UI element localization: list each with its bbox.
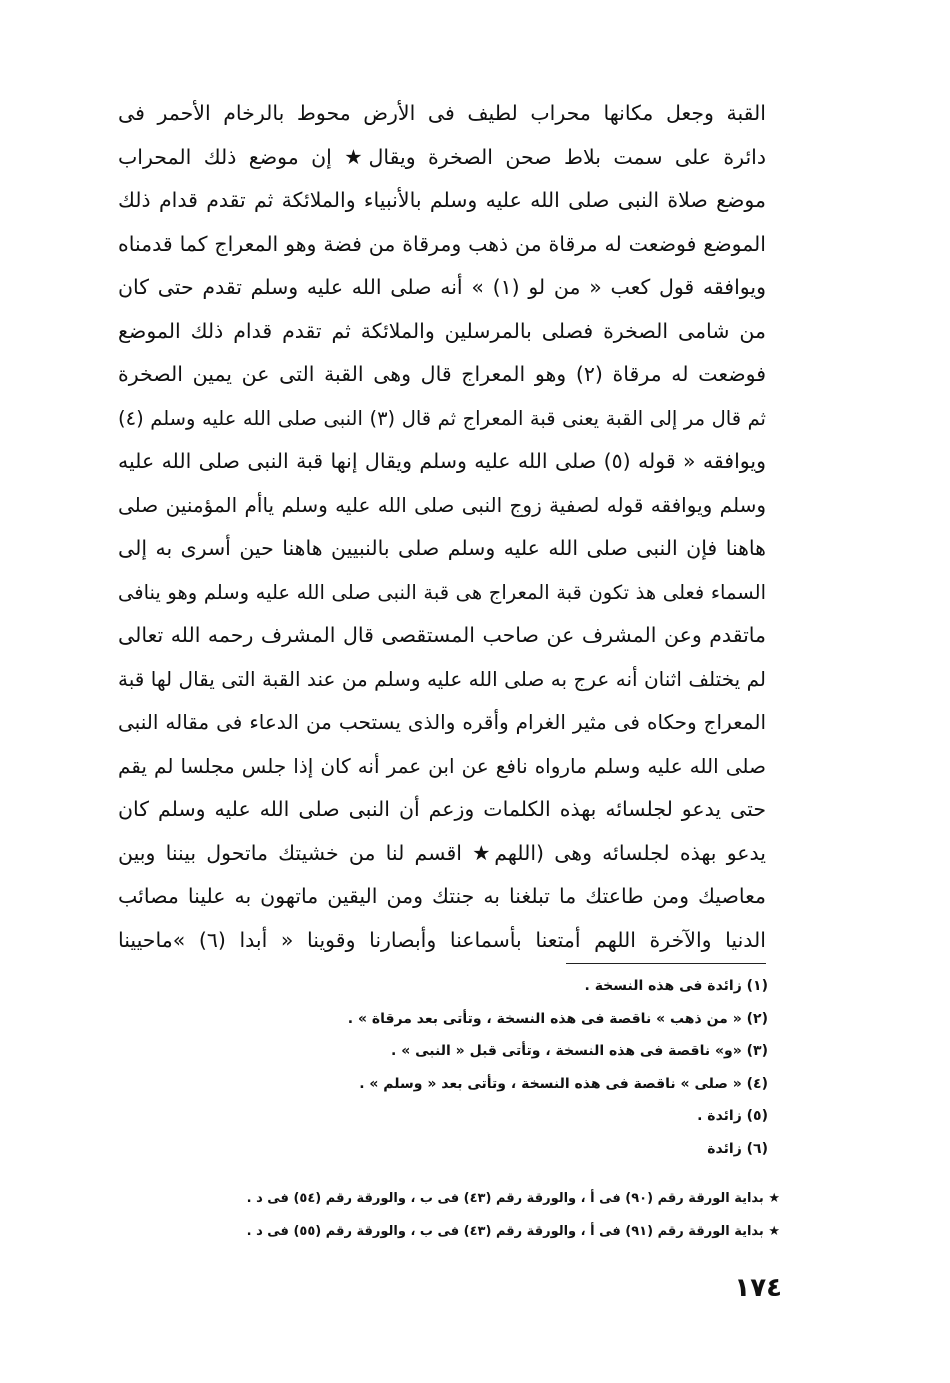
footnotes xyxy=(120,970,768,1165)
sheet-note: ★ بداية الورقة رقم (٩١) فى أ ، والورقة رقم (٤٣) فى ب ، والورقة رقم (٥٥) فى د . xyxy=(246,1224,780,1239)
text-line: ويوافقه قول كعب « من لو (١) » أنه صلى الله عليه وسلم تقدم حتى كان xyxy=(118,275,766,299)
footnote: (٥) زائدة . xyxy=(697,1108,768,1124)
text-line: القبة وجعل مكانها محراب لطيف فى الأرض محوط بالرخام الأحمر فى xyxy=(118,101,766,125)
text-line: وسلم ويوافقه قوله لصفية زوج النبى صلى الله عليه وسلم ياأم المؤمنين صلى xyxy=(118,492,766,517)
text-line: دائرة على سمت بلاط صحن الصخرة ويقال★ إن موضع ذلك المحراب xyxy=(118,144,766,169)
text-line: الموضع فوضعت له مرقاة من ذهب ومرقاة من فضة وهو المعراج كما قدمناه xyxy=(118,231,766,256)
main-text-block xyxy=(118,92,766,962)
text-line: فوضعت له مرقاة (٢) وهو المعراج قال وهى القبة التى عن يمين الصخرة xyxy=(118,362,766,386)
page-number: ١٧٤ xyxy=(734,1273,782,1303)
text-line: الدنيا والآخرة اللهم أمتعنا بأسماعنا وأبصارنا وقوينا « أبدا (٦) »ماحيينا xyxy=(118,927,766,952)
text-line: لم يختلف اثنان أنه عرج به صلى الله عليه وسلم من عند القبة التى يقال لها قبة xyxy=(118,666,766,691)
text-line: ويوافقه « قوله (٥) صلى الله عليه وسلم ويقال إنها قبة النبى صلى الله عليه xyxy=(118,449,766,473)
text-line: صلى الله عليه وسلم مارواه نافع عن ابن عمر أنه كان إذا جلس مجلسا لم يقم xyxy=(118,753,766,778)
text-line: المعراج وحكاه فى مثير الغرام وأقره والذى يستحب من الدعاء فى مقاله النبى xyxy=(118,710,766,734)
footnote: (٢) « من ذهب » ناقصة فى هذه النسخة ، وتأتى بعد مرقاة » . xyxy=(347,1010,768,1027)
text-line: حتى يدعو لجلسائه بهذه الكلمات وزعم أن النبى صلى الله عليه وسلم كان xyxy=(118,797,766,821)
text-line: موضع صلاة النبى صلى الله عليه وسلم بالأنبياء والملائكة ثم تقدم قدام ذلك xyxy=(118,188,766,212)
footnote-separator xyxy=(566,963,766,964)
footnote: (٦) زائدة xyxy=(707,1140,768,1157)
footnote: (٣) «و» ناقصة فى هذه النسخة ، وتأتى قبل « النبى » . xyxy=(391,1043,768,1059)
text-line: من شامى الصخرة فصلى بالمرسلين والملائكة ثم تقدم قدام ذلك الموضع xyxy=(118,318,766,343)
text-line: السماء فعلى هذ تكون قبة المعراج هى قبة النبى صلى الله عليه وسلم وهو ينافى xyxy=(118,580,766,604)
text-line: هاهنا فإن النبى صلى الله عليه وسلم صلى بالنبيين هاهنا حين أسرى به إلى xyxy=(118,536,766,560)
sheet-note: ★ بداية الورقة رقم (٩٠) فى أ ، والورقة رقم (٤٣) فى ب ، والورقة رقم (٥٤) فى د . xyxy=(246,1191,780,1206)
text-line: ثم قال مر إلى القبة يعنى قبة المعراج ثم قال (٣) النبى صلى الله عليه وسلم (٤) xyxy=(118,406,766,430)
text-line: يدعو بهذه لجلسائه وهى (اللهم★ اقسم لنا من خشيتك ماتحول بيننا وبين xyxy=(118,840,766,865)
text-line: ماتقدم وعن المشرف عن صاحب المستقصى قال المشرف رحمه الله تعالى xyxy=(118,623,766,647)
footnote: (٤) « صلى » ناقصة فى هذه النسخة ، وتأتى بعد « وسلم » . xyxy=(359,1075,768,1092)
footnote: (١) زائدة فى هذه النسخة . xyxy=(584,978,768,994)
text-line: معاصيك ومن طاعتك ما تبلغنا به جنتك ومن اليقين ماتهون به علينا مصائب xyxy=(118,884,766,908)
manuscript-sheet-notes xyxy=(130,1182,780,1248)
